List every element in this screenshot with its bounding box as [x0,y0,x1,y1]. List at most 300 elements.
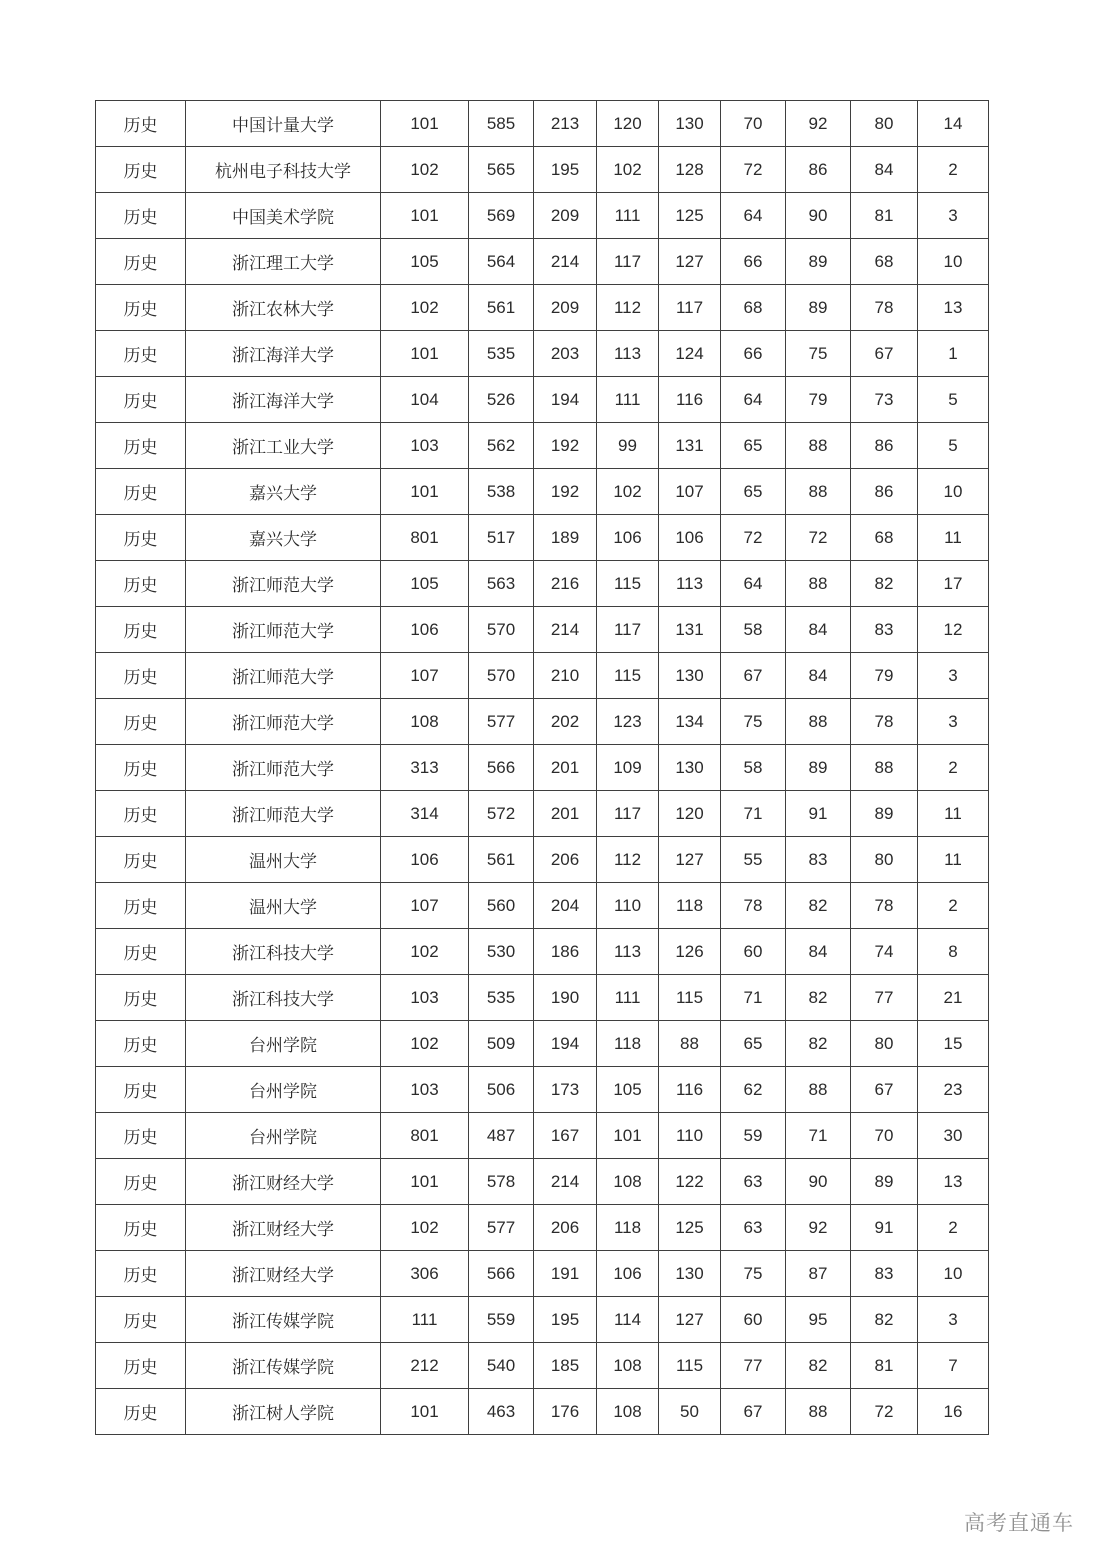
table-row [96,1067,989,1113]
major-group-cell: 306 [381,1251,469,1297]
score-cell: 115 [659,975,721,1021]
major-group-cell: 313 [381,745,469,791]
major-group-cell: 103 [381,423,469,469]
subject-cell: 历史 [96,745,186,791]
score-cell: 79 [851,653,918,699]
score-cell: 88 [786,1389,851,1435]
university-name-cell: 浙江海洋大学 [186,377,381,423]
score-cell: 569 [469,193,534,239]
score-cell: 64 [721,377,786,423]
score-cell: 120 [597,101,659,147]
score-cell: 167 [534,1113,597,1159]
score-cell: 62 [721,1067,786,1113]
score-cell: 89 [786,745,851,791]
score-cell: 86 [851,469,918,515]
score-cell: 130 [659,745,721,791]
score-cell: 89 [851,791,918,837]
score-cell: 2 [918,147,989,193]
table-row [96,1113,989,1159]
score-cell: 11 [918,515,989,561]
university-name-cell: 中国美术学院 [186,193,381,239]
subject-cell: 历史 [96,653,186,699]
subject-cell: 历史 [96,975,186,1021]
subject-cell: 历史 [96,929,186,975]
score-cell: 506 [469,1067,534,1113]
table-row [96,1251,989,1297]
score-cell: 83 [786,837,851,883]
subject-cell: 历史 [96,147,186,193]
major-group-cell: 105 [381,239,469,285]
subject-cell: 历史 [96,607,186,653]
score-cell: 127 [659,1297,721,1343]
score-cell: 106 [597,515,659,561]
score-cell: 72 [786,515,851,561]
subject-cell: 历史 [96,285,186,331]
score-cell: 203 [534,331,597,377]
university-name-cell: 浙江财经大学 [186,1251,381,1297]
score-cell: 67 [851,1067,918,1113]
score-cell: 11 [918,837,989,883]
score-cell: 130 [659,653,721,699]
score-cell: 526 [469,377,534,423]
table-row [96,883,989,929]
score-cell: 190 [534,975,597,1021]
score-cell: 13 [918,285,989,331]
score-cell: 79 [786,377,851,423]
subject-cell: 历史 [96,377,186,423]
score-cell: 75 [721,1251,786,1297]
major-group-cell: 102 [381,1021,469,1067]
score-cell: 115 [659,1343,721,1389]
table-row [96,239,989,285]
score-cell: 564 [469,239,534,285]
score-cell: 109 [597,745,659,791]
score-cell: 185 [534,1343,597,1389]
score-cell: 87 [786,1251,851,1297]
subject-cell: 历史 [96,791,186,837]
score-cell: 3 [918,193,989,239]
score-cell: 117 [659,285,721,331]
score-cell: 577 [469,1205,534,1251]
subject-cell: 历史 [96,883,186,929]
score-cell: 50 [659,1389,721,1435]
score-cell: 58 [721,745,786,791]
score-cell: 112 [597,285,659,331]
score-cell: 128 [659,147,721,193]
university-name-cell: 台州学院 [186,1113,381,1159]
score-cell: 123 [597,699,659,745]
score-cell: 88 [851,745,918,791]
score-cell: 118 [659,883,721,929]
university-name-cell: 浙江树人学院 [186,1389,381,1435]
score-cell: 86 [851,423,918,469]
score-cell: 66 [721,239,786,285]
score-cell: 63 [721,1205,786,1251]
score-cell: 116 [659,377,721,423]
score-cell: 186 [534,929,597,975]
score-cell: 88 [786,561,851,607]
score-cell: 64 [721,193,786,239]
score-cell: 118 [597,1021,659,1067]
score-cell: 77 [851,975,918,1021]
score-cell: 17 [918,561,989,607]
score-cell: 78 [851,285,918,331]
score-cell: 113 [597,331,659,377]
major-group-cell: 101 [381,1389,469,1435]
score-cell: 106 [659,515,721,561]
university-name-cell: 浙江财经大学 [186,1205,381,1251]
score-cell: 71 [721,791,786,837]
score-cell: 81 [851,193,918,239]
table-row [96,193,989,239]
score-cell: 65 [721,469,786,515]
score-cell: 70 [851,1113,918,1159]
score-cell: 173 [534,1067,597,1113]
score-cell: 84 [786,653,851,699]
score-cell: 10 [918,469,989,515]
score-cell: 130 [659,1251,721,1297]
score-cell: 131 [659,423,721,469]
table-row [96,745,989,791]
score-cell: 2 [918,745,989,791]
university-name-cell: 浙江传媒学院 [186,1343,381,1389]
score-cell: 23 [918,1067,989,1113]
score-cell: 2 [918,883,989,929]
score-cell: 126 [659,929,721,975]
score-cell: 562 [469,423,534,469]
subject-cell: 历史 [96,1389,186,1435]
score-cell: 115 [597,561,659,607]
score-cell: 195 [534,147,597,193]
university-name-cell: 浙江科技大学 [186,929,381,975]
score-cell: 71 [721,975,786,1021]
score-cell: 82 [786,1343,851,1389]
score-cell: 64 [721,561,786,607]
score-cell: 82 [851,1297,918,1343]
score-cell: 3 [918,699,989,745]
university-name-cell: 浙江科技大学 [186,975,381,1021]
score-cell: 1 [918,331,989,377]
score-cell: 63 [721,1159,786,1205]
score-cell: 111 [597,193,659,239]
score-cell: 108 [597,1159,659,1205]
score-cell: 13 [918,1159,989,1205]
score-cell: 570 [469,607,534,653]
table-row [96,653,989,699]
score-cell: 74 [851,929,918,975]
score-cell: 68 [851,239,918,285]
score-cell: 83 [851,1251,918,1297]
score-cell: 15 [918,1021,989,1067]
score-cell: 124 [659,331,721,377]
score-cell: 84 [786,929,851,975]
table-row [96,699,989,745]
score-cell: 91 [851,1205,918,1251]
score-cell: 130 [659,101,721,147]
score-cell: 89 [851,1159,918,1205]
score-cell: 110 [659,1113,721,1159]
subject-cell: 历史 [96,1251,186,1297]
score-cell: 12 [918,607,989,653]
score-cell: 110 [597,883,659,929]
score-cell: 14 [918,101,989,147]
score-cell: 71 [786,1113,851,1159]
score-cell: 134 [659,699,721,745]
score-cell: 88 [659,1021,721,1067]
major-group-cell: 107 [381,883,469,929]
score-cell: 194 [534,1021,597,1067]
score-cell: 561 [469,285,534,331]
score-cell: 120 [659,791,721,837]
score-cell: 59 [721,1113,786,1159]
score-cell: 561 [469,837,534,883]
score-cell: 72 [721,515,786,561]
score-cell: 11 [918,791,989,837]
major-group-cell: 314 [381,791,469,837]
score-cell: 5 [918,377,989,423]
score-cell: 90 [786,1159,851,1205]
subject-cell: 历史 [96,1343,186,1389]
score-cell: 117 [597,239,659,285]
table-row [96,331,989,377]
score-cell: 559 [469,1297,534,1343]
score-cell: 90 [786,193,851,239]
score-cell: 214 [534,607,597,653]
score-cell: 216 [534,561,597,607]
major-group-cell: 106 [381,607,469,653]
score-cell: 113 [597,929,659,975]
university-name-cell: 台州学院 [186,1021,381,1067]
table-row [96,1389,989,1435]
score-cell: 16 [918,1389,989,1435]
major-group-cell: 103 [381,975,469,1021]
score-cell: 84 [786,607,851,653]
subject-cell: 历史 [96,101,186,147]
university-name-cell: 温州大学 [186,883,381,929]
score-cell: 195 [534,1297,597,1343]
score-cell: 530 [469,929,534,975]
score-cell: 10 [918,1251,989,1297]
table-row [96,147,989,193]
score-cell: 115 [597,653,659,699]
major-group-cell: 101 [381,101,469,147]
score-cell: 111 [597,975,659,1021]
score-cell: 60 [721,929,786,975]
score-cell: 60 [721,1297,786,1343]
table-row [96,1343,989,1389]
major-group-cell: 105 [381,561,469,607]
subject-cell: 历史 [96,515,186,561]
score-cell: 92 [786,101,851,147]
score-cell: 82 [786,1021,851,1067]
table-row [96,1205,989,1251]
score-cell: 92 [786,1205,851,1251]
score-cell: 206 [534,837,597,883]
table-row [96,1159,989,1205]
table-body [96,101,989,1435]
score-cell: 565 [469,147,534,193]
score-cell: 116 [659,1067,721,1113]
score-cell: 101 [597,1113,659,1159]
score-cell: 65 [721,1021,786,1067]
score-cell: 2 [918,1205,989,1251]
score-cell: 463 [469,1389,534,1435]
score-cell: 89 [786,239,851,285]
major-group-cell: 801 [381,515,469,561]
score-cell: 127 [659,837,721,883]
score-cell: 84 [851,147,918,193]
subject-cell: 历史 [96,561,186,607]
table-row [96,929,989,975]
score-cell: 210 [534,653,597,699]
score-cell: 189 [534,515,597,561]
score-cell: 540 [469,1343,534,1389]
score-cell: 78 [851,699,918,745]
score-cell: 563 [469,561,534,607]
table-row [96,423,989,469]
major-group-cell: 801 [381,1113,469,1159]
table-row [96,837,989,883]
score-cell: 72 [851,1389,918,1435]
score-cell: 55 [721,837,786,883]
score-cell: 65 [721,423,786,469]
score-cell: 566 [469,1251,534,1297]
university-name-cell: 中国计量大学 [186,101,381,147]
major-group-cell: 101 [381,331,469,377]
score-cell: 80 [851,837,918,883]
watermark: 高考直通车 [964,1512,1074,1535]
score-cell: 67 [851,331,918,377]
major-group-cell: 102 [381,147,469,193]
table-row [96,515,989,561]
university-name-cell: 浙江财经大学 [186,1159,381,1205]
score-cell: 585 [469,101,534,147]
score-cell: 209 [534,285,597,331]
major-group-cell: 106 [381,837,469,883]
score-cell: 73 [851,377,918,423]
major-group-cell: 103 [381,1067,469,1113]
score-cell: 75 [721,699,786,745]
university-name-cell: 浙江海洋大学 [186,331,381,377]
score-cell: 102 [597,469,659,515]
major-group-cell: 107 [381,653,469,699]
score-cell: 118 [597,1205,659,1251]
score-cell: 176 [534,1389,597,1435]
score-cell: 566 [469,745,534,791]
major-group-cell: 102 [381,285,469,331]
major-group-cell: 102 [381,1205,469,1251]
table-row [96,1021,989,1067]
score-cell: 201 [534,791,597,837]
score-cell: 535 [469,331,534,377]
score-cell: 214 [534,1159,597,1205]
score-cell: 194 [534,377,597,423]
subject-cell: 历史 [96,837,186,883]
table-row [96,377,989,423]
score-cell: 3 [918,1297,989,1343]
university-name-cell: 浙江工业大学 [186,423,381,469]
university-name-cell: 嘉兴大学 [186,515,381,561]
university-name-cell: 浙江师范大学 [186,607,381,653]
score-cell: 86 [786,147,851,193]
table-row [96,607,989,653]
score-cell: 206 [534,1205,597,1251]
score-cell: 214 [534,239,597,285]
score-cell: 108 [597,1343,659,1389]
university-name-cell: 嘉兴大学 [186,469,381,515]
score-cell: 3 [918,653,989,699]
score-cell: 83 [851,607,918,653]
score-cell: 8 [918,929,989,975]
score-cell: 58 [721,607,786,653]
score-cell: 191 [534,1251,597,1297]
score-cell: 78 [851,883,918,929]
score-cell: 91 [786,791,851,837]
score-cell: 102 [597,147,659,193]
score-cell: 202 [534,699,597,745]
score-cell: 578 [469,1159,534,1205]
table-row [96,791,989,837]
major-group-cell: 212 [381,1343,469,1389]
score-cell: 30 [918,1113,989,1159]
score-cell: 80 [851,101,918,147]
university-name-cell: 浙江师范大学 [186,561,381,607]
subject-cell: 历史 [96,1297,186,1343]
score-cell: 88 [786,423,851,469]
score-cell: 21 [918,975,989,1021]
score-cell: 72 [721,147,786,193]
score-cell: 80 [851,1021,918,1067]
score-cell: 82 [786,883,851,929]
score-cell: 111 [597,377,659,423]
score-cell: 95 [786,1297,851,1343]
major-group-cell: 102 [381,929,469,975]
major-group-cell: 111 [381,1297,469,1343]
score-cell: 108 [597,1389,659,1435]
subject-cell: 历史 [96,1159,186,1205]
score-cell: 66 [721,331,786,377]
subject-cell: 历史 [96,331,186,377]
score-cell: 509 [469,1021,534,1067]
score-cell: 70 [721,101,786,147]
score-cell: 192 [534,423,597,469]
score-cell: 131 [659,607,721,653]
table-row [96,101,989,147]
university-name-cell: 浙江传媒学院 [186,1297,381,1343]
score-cell: 114 [597,1297,659,1343]
score-cell: 81 [851,1343,918,1389]
table-row [96,975,989,1021]
table-row [96,561,989,607]
major-group-cell: 104 [381,377,469,423]
university-name-cell: 浙江师范大学 [186,791,381,837]
score-cell: 106 [597,1251,659,1297]
score-cell: 67 [721,653,786,699]
score-cell: 117 [597,791,659,837]
score-cell: 125 [659,1205,721,1251]
score-cell: 89 [786,285,851,331]
score-cell: 7 [918,1343,989,1389]
score-cell: 88 [786,699,851,745]
score-cell: 209 [534,193,597,239]
score-cell: 125 [659,193,721,239]
score-cell: 67 [721,1389,786,1435]
subject-cell: 历史 [96,239,186,285]
score-cell: 77 [721,1343,786,1389]
major-group-cell: 108 [381,699,469,745]
admission-scores-table [95,100,989,1435]
score-cell: 113 [659,561,721,607]
